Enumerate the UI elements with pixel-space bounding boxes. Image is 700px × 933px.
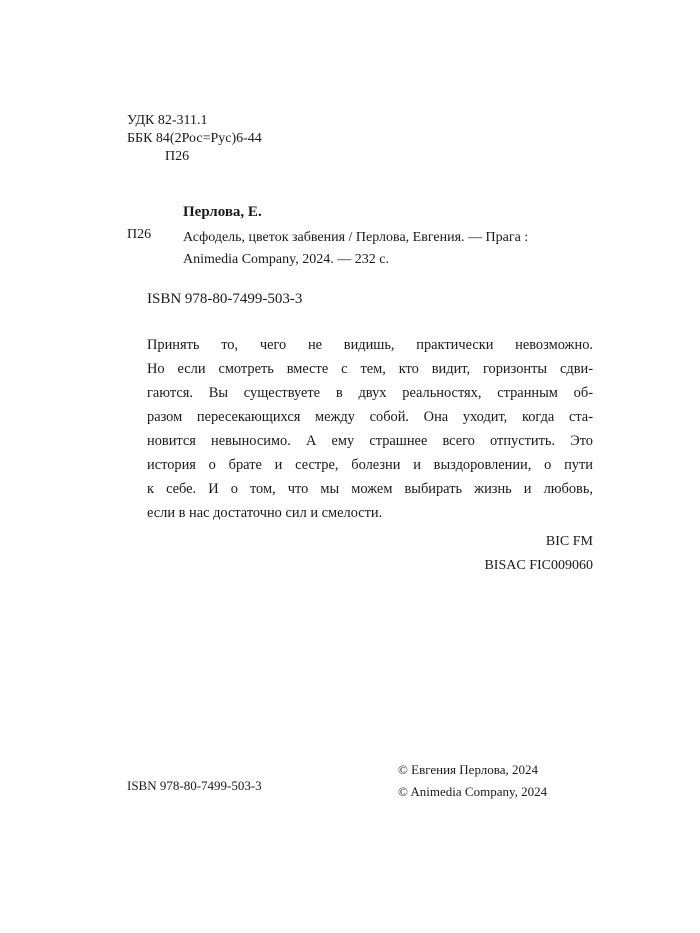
author-mark: П26 [165, 149, 190, 164]
annotation-line: к себе. И о том, что мы можем выбирать жизнь и любовь, [147, 481, 593, 497]
copyright-publisher: © Animedia Company, 2024 [398, 784, 548, 799]
classification-block [127, 112, 262, 166]
annotation-line: Но если смотреть вместе с тем, кто видит, горизонты сдви- [147, 361, 593, 377]
catalog-shelf-mark: П26 [127, 227, 152, 242]
isbn-bottom: ISBN 978-80-7499-503-3 [127, 778, 262, 793]
annotation-line: история о брате и сестре, болезни и выздоровлении, о пути [147, 457, 593, 473]
catalog-description-line: Animedia Company, 2024. — 232 с. [183, 252, 389, 267]
subject-codes [484, 530, 593, 578]
annotation-line: разом пересекающихся между собой. Она уходит, когда ста- [147, 409, 593, 425]
annotation-line: Принять то, чего не видишь, практически невозможно. [147, 337, 593, 353]
copyright-block [398, 759, 547, 803]
catalog-description [183, 227, 593, 271]
bbk-code: ББК 84(2Рос=Рус)6-44 [127, 131, 262, 146]
catalog-author: Перлова, Е. [183, 204, 262, 220]
bisac-code: BISAC FIC009060 [484, 558, 593, 573]
annotation-line: гаются. Вы существуете в двух реальностях, странным об- [147, 385, 593, 401]
copyright-author: © Евгения Перлова, 2024 [398, 762, 538, 777]
udk-code: УДК 82-311.1 [127, 113, 208, 128]
annotation [147, 333, 593, 525]
annotation-line: если в нас достаточно сил и смелости. [147, 505, 383, 521]
catalog-description-line: Асфодель, цветок забвения / Перлова, Евгения. — Прага : [183, 230, 529, 245]
bic-code: BIC FM [545, 534, 593, 549]
isbn-main: ISBN 978-80-7499-503-3 [147, 291, 303, 307]
annotation-line: новится невыносимо. А ему страшнее всего отпустить. Это [147, 433, 593, 449]
